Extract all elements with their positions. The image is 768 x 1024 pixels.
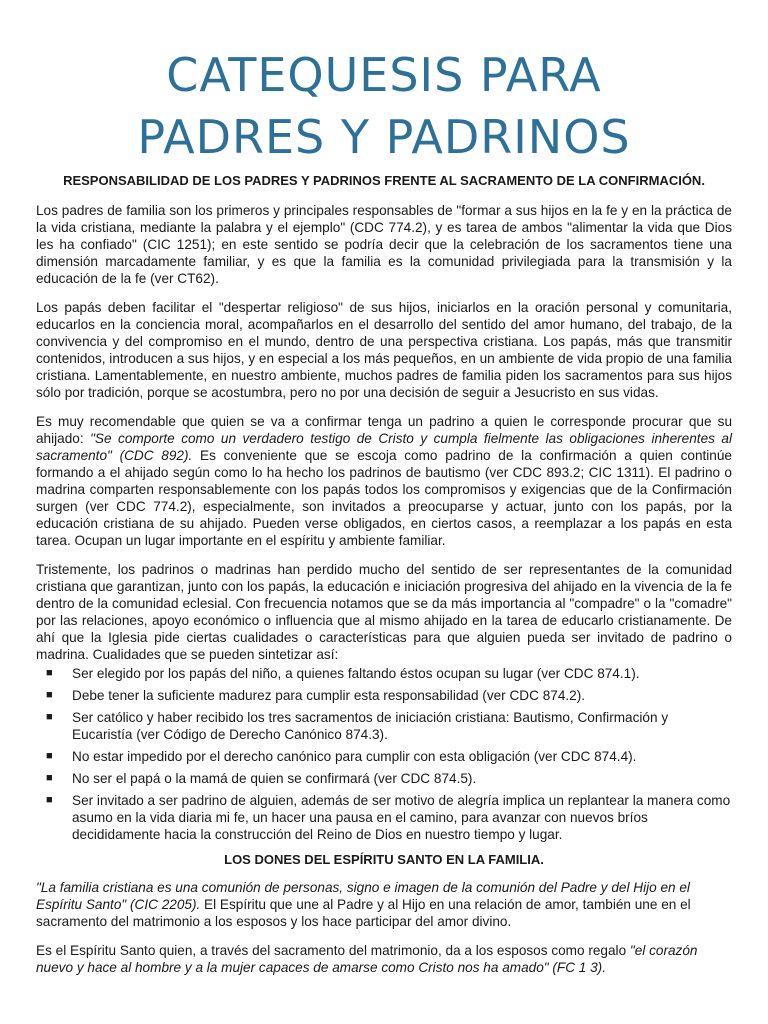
list-item xyxy=(46,770,732,787)
list-item-text: Ser elegido por los papás del niño, a quienes faltando éstos ocupan su lugar (ver CDC 874.1). xyxy=(72,666,640,681)
qualities-list xyxy=(36,665,732,843)
page-title xyxy=(36,44,732,168)
paragraph-godparent-quote: "Se comporte como un verdadero testigo de Cristo y cumpla fielmente las obligaciones inherentes al sacramento" (CDC 892). xyxy=(36,431,732,463)
square-bullet-icon: ■ xyxy=(46,711,53,723)
list-item xyxy=(46,748,732,765)
document-page xyxy=(36,44,732,988)
square-bullet-icon: ■ xyxy=(46,772,53,784)
section-heading-responsibility: RESPONSABILIDAD DE LOS PADRES Y PADRINOS FRENTE AL SACRAMENTO DE LA CONFIRMACIÓN. xyxy=(63,173,705,188)
square-bullet-icon: ■ xyxy=(46,750,53,762)
square-bullet-icon: ■ xyxy=(46,689,53,701)
list-item xyxy=(46,709,732,743)
paragraph-holy-spirit-intro: Es el Espíritu Santo quien, a través del sacramento del matrimonio, da a los esposos como regalo xyxy=(36,943,630,958)
list-item-text: Ser invitado a ser padrino de alguien, además de ser motivo de alegría implica un replantear la manera como asumo en la vida diaria mi fe, un hacer una pausa en el camino, para avanzar con nuevos bríos decididamente hacia la construcción del Reino de Dios en nuestro tiempo y lugar. xyxy=(72,793,731,842)
paragraph-godparent-body: Es conveniente que se escoja como padrino de la confirmación a quien continúe formando a el ahijado según como lo ha hecho los padrinos de bautismo (ver CDC 893.2; CIC 1311). El padrino o madrina comparten responsablemente con los papás todos los compromisos y exigencias que de la Confirmación surgen (ver CDC 774.2), especialmente, son invitados a preocuparse y actuar, junto con los papás, por la educación cristiana de su ahijado. Pueden verse obligados, en ciertos casos, a reemplazar a los papás en esta tarea. Ocupan un lugar importante en el espíritu y ambiente familiar. xyxy=(36,448,732,548)
title-line-2: PADRES Y PADRINOS xyxy=(137,110,631,164)
paragraph-parents: Los padres de familia son los primeros y principales responsables de "formar a sus hijos en la fe y en la práctica de la vida cristiana, mediante la palabra y el ejemplo" (CDC 774.2), y es tarea de ambos "alimentar la vida que Dios les ha confiado" (CIC 1251); en este sentido se podría decir que la celebración de los sacramentos tiene una dimensión marcadamente familiar, y es que la familia es la comunidad privilegiada para la transmisión y la educación de la fe (ver CT62). xyxy=(36,203,732,286)
list-item xyxy=(46,792,732,843)
paragraph-holy-spirit-quote: "el corazón nuevo y hace al hombre y a la mujer capaces de amarse como Cristo nos ha amado" (FC 1 3). xyxy=(36,943,698,975)
list-item-text: No ser el papá o la mamá de quien se confirmará (ver CDC 874.5). xyxy=(72,771,477,786)
paragraph-christian-family-body: El Espíritu que une al Padre y al Hijo en una relación de amor, también une en el sacramento del matrimonio a los esposos y los hace participar del amor divino. xyxy=(36,897,691,929)
paragraph-christian-family-quote: "La familia cristiana es una comunión de personas, signo e imagen de la comunión del Padre y del Hijo en el Espíritu Santo" (CIC 2205). xyxy=(36,880,690,912)
list-item xyxy=(46,665,732,682)
paragraph-godparent xyxy=(36,413,732,549)
paragraph-christian-family xyxy=(36,879,732,930)
title-line-1: CATEQUESIS PARA xyxy=(166,48,602,102)
list-item-text: No estar impedido por el derecho canónico para cumplir con esta obligación (ver CDC 874.4). xyxy=(72,749,637,764)
paragraph-godparent-intro: Es muy recomendable que quien se va a confirmar tenga un padrino a quien le corresponde procurar que su ahijado: xyxy=(36,414,732,446)
list-item-text: Debe tener la suficiente madurez para cumplir esta responsabilidad (ver CDC 874.2). xyxy=(72,688,586,703)
paragraph-holy-spirit xyxy=(36,942,732,976)
square-bullet-icon: ■ xyxy=(46,794,53,806)
section-heading-gifts: LOS DONES DEL ESPÍRITU SANTO EN LA FAMILIA. xyxy=(224,852,544,867)
list-item-text: Ser católico y haber recibido los tres sacramentos de iniciación cristiana: Bautismo, Confirmación y Eucaristía (ver Código de Derecho Canónico 874.3). xyxy=(72,710,669,742)
list-item xyxy=(46,687,732,704)
paragraph-qualities-intro: Tristemente, los padrinos o madrinas han perdido mucho del sentido de ser representantes de la comunidad cristiana que garantizan, junto con los papás, la educación e iniciación progresiva del ahijado en la vivencia de la fe dentro de la comunidad eclesial. Con frecuencia notamos que se da más importancia al "compadre" o la "comadre" por las relaciones, apoyo económico o influencia que al mismo ahijado en la tarea de educarlo cristianamente. De ahí que la Iglesia pide ciertas cualidades o características para que alguien pueda ser invitado de padrino o madrina. Cualidades que se pueden sintetizar así: xyxy=(36,562,732,662)
paragraph-religious-awakening: Los papás deben facilitar el "despertar religioso" de sus hijos, iniciarlos en la oración personal y comunitaria, educarlos en la conciencia moral, acompañarlos en el desarrollo del sentido del amor humano, del trabajo, de la convivencia y del compromiso en el mundo, dentro de una perspectiva cristiana. Los papás, más que transmitir contenidos, introducen a sus hijos, y en especial a los más pequeños, en un ambiente de vida propio de una familia cristiana. Lamentablemente, en nuestro ambiente, muchos padres de familia piden los sacramentos para sus hijos sólo por tradición, porque se acostumbra, pero no por una decisión de seguir a Jesucristo en sus vidas. xyxy=(36,300,732,400)
square-bullet-icon: ■ xyxy=(46,667,53,679)
